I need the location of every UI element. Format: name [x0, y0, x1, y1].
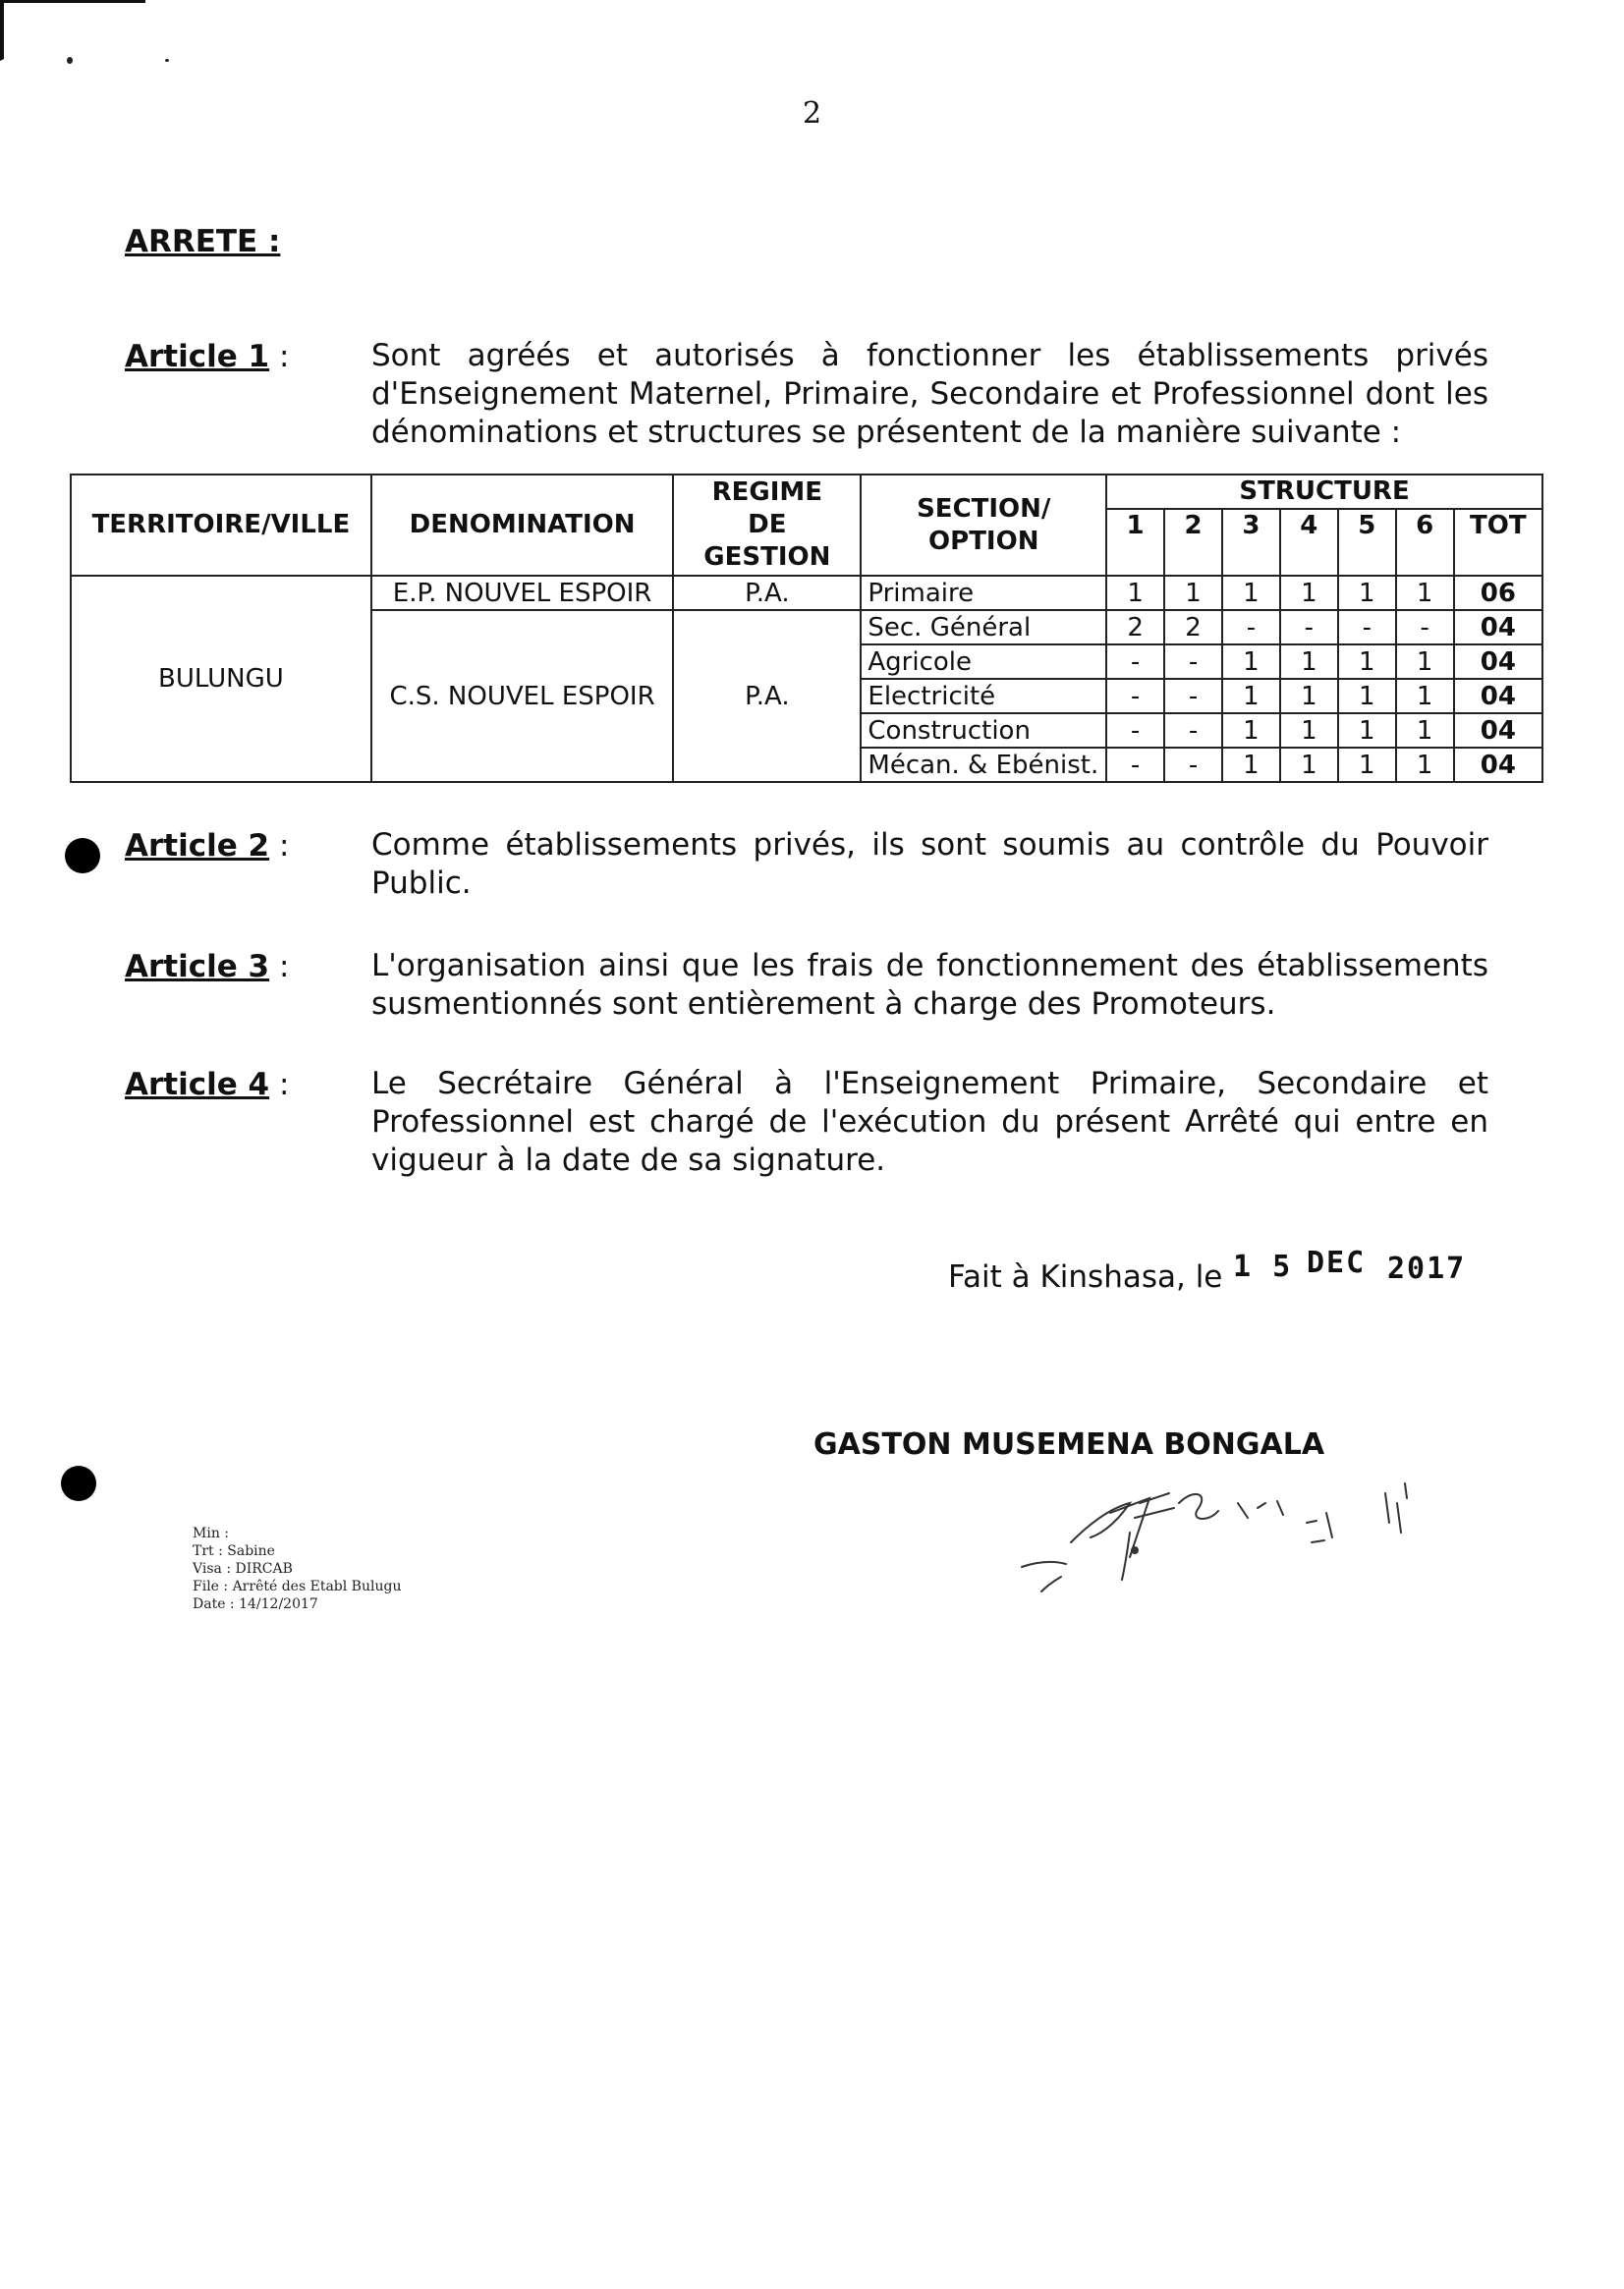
article-3-colon: :	[269, 949, 290, 984]
structure-cell: 1	[1396, 576, 1454, 610]
structure-cell: 1	[1280, 644, 1338, 679]
header-col-3: 3	[1222, 509, 1280, 576]
structure-cell: -	[1222, 610, 1280, 644]
section-cell: Agricole	[861, 644, 1106, 679]
signer-name: GASTON MUSEMENA BONGALA	[813, 1427, 1325, 1462]
total-cell: 04	[1454, 713, 1542, 748]
header-section: SECTION/ OPTION	[861, 475, 1106, 576]
article-1-title: Article 1	[125, 339, 270, 374]
footer-line: Date : 14/12/2017	[193, 1596, 318, 1612]
structure-cell: 2	[1106, 610, 1164, 644]
structure-cell: -	[1338, 610, 1396, 644]
article-2-label	[125, 828, 289, 864]
article-1-colon: :	[269, 339, 290, 374]
footer-line: Visa : DIRCAB	[193, 1561, 293, 1577]
structure-cell: 1	[1338, 748, 1396, 782]
structure-cell: -	[1164, 679, 1222, 713]
article-2-text: Comme établissements privés, ils sont soumis au contrôle du Pouvoir Public.	[371, 827, 1488, 901]
denomination-cell: E.P. NOUVEL ESPOIR	[371, 576, 673, 610]
header-denomination: DENOMINATION	[371, 475, 673, 576]
structure-cell: 1	[1222, 679, 1280, 713]
header-col-6: 6	[1396, 509, 1454, 576]
page-number: 2	[802, 96, 822, 131]
structure-cell: 1	[1280, 679, 1338, 713]
total-cell: 04	[1454, 610, 1542, 644]
section-cell: Primaire	[861, 576, 1106, 610]
article-2-colon: :	[269, 828, 290, 864]
territoire-cell: BULUNGU	[71, 576, 371, 782]
stamp-day: 1 5	[1233, 1250, 1293, 1284]
scan-speck	[67, 57, 73, 64]
structure-cell: -	[1396, 610, 1454, 644]
structure-cell: 1	[1280, 576, 1338, 610]
structure-cell: 1	[1280, 748, 1338, 782]
article-4-colon: :	[269, 1067, 290, 1102]
reference-footer	[193, 1525, 401, 1613]
header-structure: STRUCTURE	[1106, 475, 1542, 509]
total-cell: 04	[1454, 644, 1542, 679]
structure-cell: -	[1280, 610, 1338, 644]
structure-cell: 1	[1338, 644, 1396, 679]
footer-line: Trt : Sabine	[193, 1543, 275, 1559]
structure-cell: -	[1106, 679, 1164, 713]
article-4-title: Article 4	[125, 1067, 270, 1102]
structure-cell: 1	[1280, 713, 1338, 748]
place-line: Fait à Kinshasa, le	[948, 1259, 1223, 1295]
total-cell: 04	[1454, 748, 1542, 782]
structure-cell: 1	[1222, 644, 1280, 679]
total-cell: 06	[1454, 576, 1542, 610]
article-3-title: Article 3	[125, 949, 270, 984]
structure-cell: 1	[1222, 748, 1280, 782]
article-2-title: Article 2	[125, 828, 270, 864]
structure-cell: -	[1106, 644, 1164, 679]
structure-cell: 1	[1338, 576, 1396, 610]
regime-cell: P.A.	[673, 610, 861, 782]
section-cell: Mécan. & Ebénist.	[861, 748, 1106, 782]
header-col-tot: TOT	[1454, 509, 1542, 576]
footer-line: File : Arrêté des Etabl Bulugu	[193, 1579, 402, 1594]
header-col-2: 2	[1164, 509, 1222, 576]
punch-hole	[61, 1466, 96, 1501]
regime-cell: P.A.	[673, 576, 861, 610]
structure-cell: 1	[1396, 679, 1454, 713]
structure-cell: 1	[1338, 713, 1396, 748]
header-col-5: 5	[1338, 509, 1396, 576]
header-regime: REGIME DE GESTION	[673, 475, 861, 576]
arrete-heading: ARRETE :	[125, 224, 281, 259]
structure-cell: 1	[1106, 576, 1164, 610]
scan-speck	[165, 59, 169, 62]
total-cell: 04	[1454, 679, 1542, 713]
article-1-text: Sont agréés et autorisés à fonctionner les établissements privés d'Enseignement Maternel, Primaire, Secondaire et Professionnel dont les dénominations et structures se présentent de la manière suivante :	[371, 338, 1488, 450]
header-col-4: 4	[1280, 509, 1338, 576]
section-cell: Electricité	[861, 679, 1106, 713]
section-cell: Sec. Général	[861, 610, 1106, 644]
punch-hole	[65, 838, 100, 873]
structure-cell: 1	[1164, 576, 1222, 610]
structure-cell: -	[1164, 713, 1222, 748]
scan-corner-mark	[0, 0, 157, 69]
structure-cell: -	[1164, 748, 1222, 782]
structure-cell: 1	[1396, 644, 1454, 679]
structure-cell: 1	[1396, 748, 1454, 782]
section-cell: Construction	[861, 713, 1106, 748]
article-4-text: Le Secrétaire Général à l'Enseignement Primaire, Secondaire et Professionnel est chargé de l'exécution du présent Arrêté qui entre en vigueur à la date de sa signature.	[371, 1066, 1488, 1178]
stamp-year: 2017	[1387, 1252, 1467, 1286]
article-1-label	[125, 339, 289, 374]
denomination-cell: C.S. NOUVEL ESPOIR	[371, 610, 673, 782]
structure-cell: 1	[1338, 679, 1396, 713]
structure-cell: 2	[1164, 610, 1222, 644]
header-territoire: TERRITOIRE/VILLE	[71, 475, 371, 576]
structure-cell: -	[1164, 644, 1222, 679]
handwritten-signature	[1012, 1464, 1464, 1621]
structure-table	[70, 474, 1543, 783]
structure-cell: 1	[1396, 713, 1454, 748]
article-3-label	[125, 949, 289, 984]
header-col-1: 1	[1106, 509, 1164, 576]
structure-cell: 1	[1222, 576, 1280, 610]
structure-cell: 1	[1222, 713, 1280, 748]
article-4-label	[125, 1067, 289, 1102]
structure-cell: -	[1106, 713, 1164, 748]
stamp-month: DEC	[1307, 1246, 1367, 1280]
structure-cell: -	[1106, 748, 1164, 782]
table-row	[71, 576, 1542, 610]
footer-line: Min :	[193, 1526, 229, 1541]
article-3-text: L'organisation ainsi que les frais de fonctionnement des établissements susmentionnés sont entièrement à charge des Promoteurs.	[371, 948, 1488, 1022]
